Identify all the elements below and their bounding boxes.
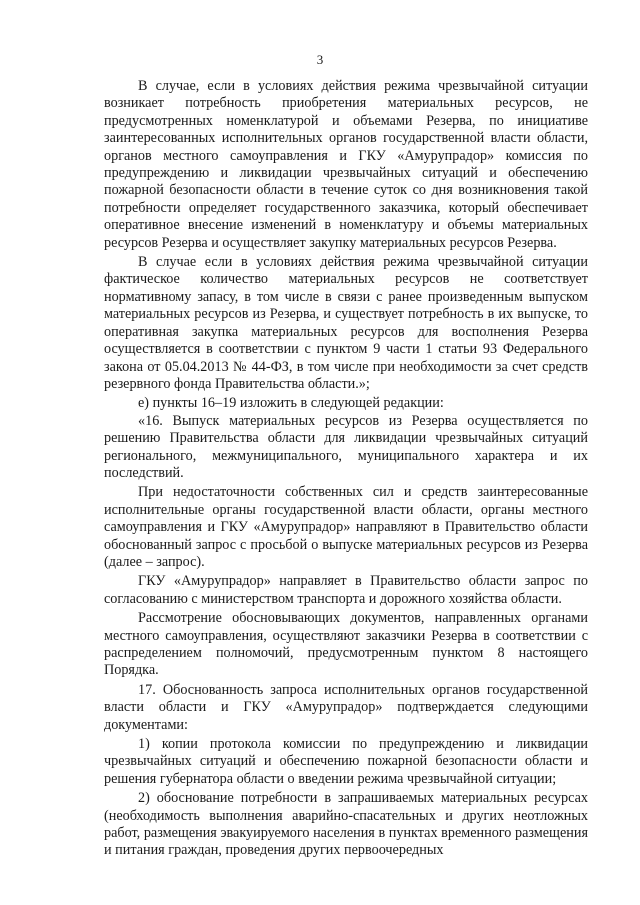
paragraph-5: При недостаточности собственных сил и средств заинтересованные исполнительные органы государственной власти области, органы местного самоуправления и ГКУ «Амурупрадор» направляют в Правительство области обоснованный запрос с просьбой о выпуске материальных ресурсов из Резерва (далее – запрос). <box>104 484 588 570</box>
paragraph-6: ГКУ «Амурупрадор» направляет в Правительство области запрос по согласованию с министерством транспорта и дорожного хозяйства области. <box>104 573 588 607</box>
paragraph-9: 1) копии протокола комиссии по предупреждению и ликвидации чрезвычайных ситуаций и обеспечению пожарной безопасности области и решения губернатора области о введении режима чрезвычайной ситуации; <box>104 736 588 787</box>
paragraph-2: В случае если в условиях действия режима чрезвычайной ситуации фактическое количество материальных ресурсов не соответствует нормативному запасу, в том числе в связи с ранее произведенным выпуском материальных ресурсов из Резерва, и существует потребность в их выпуске, то оперативная закупка материальных ресурсов для восполнения Резерва осуществляется в соответствии с пунктом 9 части 1 статьи 93 Федерального закона от 05.04.2013 № 44-ФЗ, в том числе при необходимости за счет средств резервного фонда Правительства области.»; <box>104 254 588 392</box>
paragraph-3: е) пункты 16–19 изложить в следующей редакции: <box>138 395 444 412</box>
page-number: 3 <box>316 52 324 67</box>
paragraph-1: В случае, если в условиях действия режима чрезвычайной ситуации возникает потребность приобретения материальных ресурсов, не предусмотренных номенклатурой и объемами Резерва, по инициативе заинтересованных исполнительных органов государственной власти области, органов местного самоуправления и ГКУ «Амурупрадор» комиссия по предупреждению и ликвидации чрезвычайных ситуаций и обеспечению пожарной безопасности области в течение суток со дня возникновения такой потребности определяет государственного заказчика, который обеспечивает оперативное внесение изменений в номенклатуру и объемы материальных ресурсов Резерва и осуществляет закупку материальных ресурсов Резерва. <box>104 78 588 251</box>
paragraph-8: 17. Обоснованность запроса исполнительных органов государственной власти области и ГКУ «Амурупрадор» подтверждается следующими документами: <box>104 681 588 733</box>
paragraph-10: 2) обоснование потребности в запрашиваемых материальных ресурсах (необходимость выполнения аварийно-спасательных и других неотложных работ, размещения эвакуируемого населения в пунктах временного размещения и питания граждан, проведения других первоочередных <box>104 790 588 859</box>
document-body <box>104 78 588 860</box>
paragraph-4: «16. Выпуск материальных ресурсов из Резерва осуществляется по решению Правительства области для ликвидации чрезвычайных ситуаций регионального, межмуниципального, муниципального характера и их последствий. <box>104 412 588 481</box>
paragraph-7: Рассмотрение обосновывающих документов, направленных органами местного самоуправления, осуществляют заказчики Резерва в соответствии с распределением полномочий, предусмотренным пунктом 8 настоящего Порядка. <box>104 610 588 679</box>
